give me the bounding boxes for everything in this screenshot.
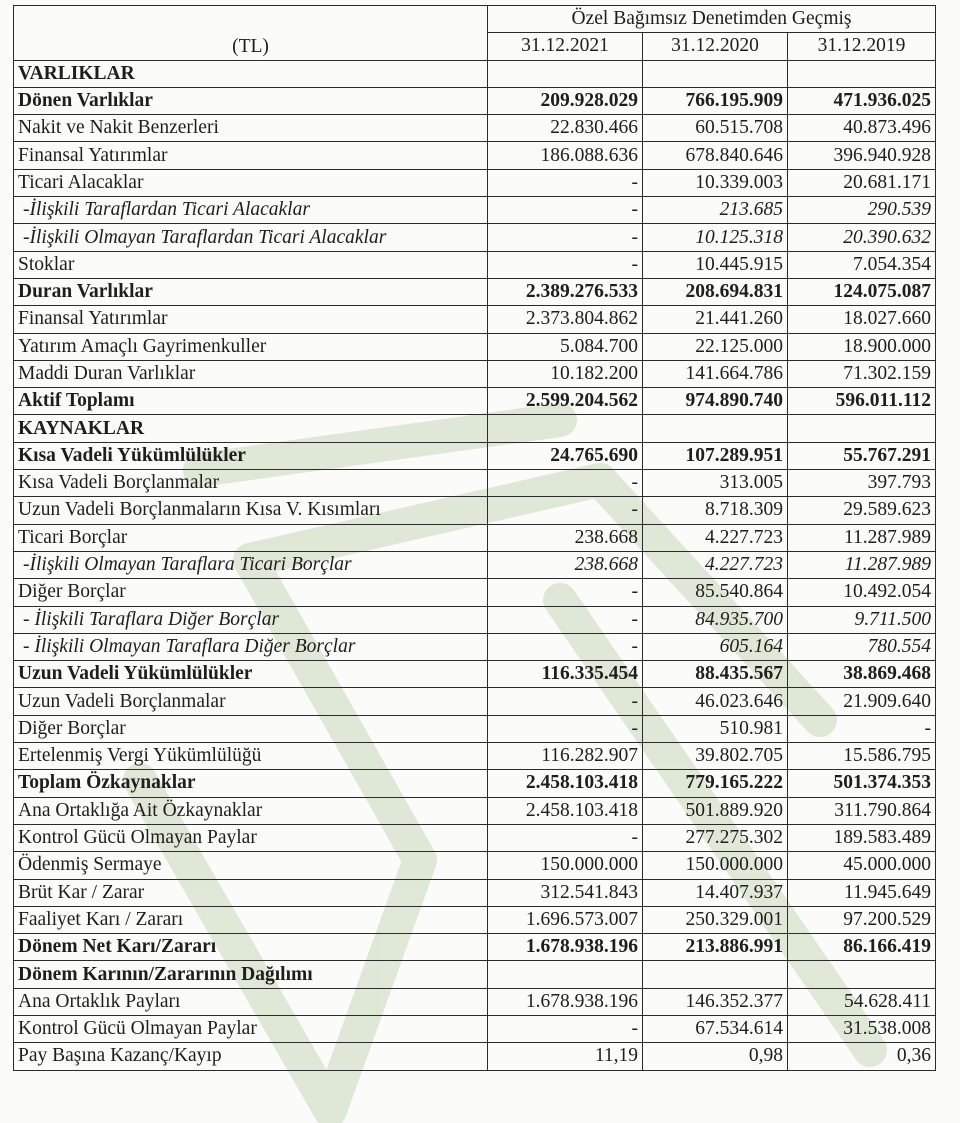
- value-cell-2019: 311.790.864: [788, 797, 936, 824]
- value-cell-2021: -: [488, 715, 643, 742]
- value-cell-2020: 141.664.786: [643, 360, 788, 387]
- table-row: [14, 606, 936, 633]
- table-row: [14, 60, 936, 87]
- value-cell-2021: -: [488, 251, 643, 278]
- value-cell-2021: [488, 961, 643, 988]
- table-row: [14, 988, 936, 1015]
- value-cell-2020: 213.886.991: [643, 934, 788, 961]
- value-cell-2021: -: [488, 688, 643, 715]
- table-row: [14, 688, 936, 715]
- value-cell-2020: [643, 60, 788, 87]
- value-cell-2019: 11.945.649: [788, 879, 936, 906]
- table-body: [14, 60, 936, 1070]
- value-cell-2019: 38.869.468: [788, 661, 936, 688]
- table-row: [14, 797, 936, 824]
- value-cell-2019: 124.075.087: [788, 278, 936, 305]
- value-cell-2019: 290.539: [788, 197, 936, 224]
- value-cell-2021: [488, 60, 643, 87]
- value-cell-2019: 471.936.025: [788, 87, 936, 114]
- value-cell-2019: 501.374.353: [788, 770, 936, 797]
- row-label: Kontrol Gücü Olmayan Paylar: [14, 824, 488, 851]
- date-header-2019: 31.12.2019: [788, 33, 936, 60]
- value-cell-2020: [643, 415, 788, 442]
- value-cell-2019: -: [788, 715, 936, 742]
- value-cell-2020: 779.165.222: [643, 770, 788, 797]
- value-cell-2020: 974.890.740: [643, 388, 788, 415]
- table-row: [14, 224, 936, 251]
- value-cell-2021: 11,19: [488, 1043, 643, 1070]
- value-cell-2020: 85.540.864: [643, 579, 788, 606]
- value-cell-2019: 45.000.000: [788, 852, 936, 879]
- value-cell-2021: 2.458.103.418: [488, 770, 643, 797]
- row-label: Finansal Yatırımlar: [14, 142, 488, 169]
- value-cell-2019: 596.011.112: [788, 388, 936, 415]
- table-row: [14, 470, 936, 497]
- value-cell-2021: 5.084.700: [488, 333, 643, 360]
- value-cell-2020: 4.227.723: [643, 551, 788, 578]
- value-cell-2021: 2.373.804.862: [488, 306, 643, 333]
- value-cell-2020: 10.125.318: [643, 224, 788, 251]
- row-label: KAYNAKLAR: [14, 415, 488, 442]
- table-row: [14, 770, 936, 797]
- value-cell-2021: 2.458.103.418: [488, 797, 643, 824]
- table-row: [14, 551, 936, 578]
- table-row: [14, 360, 936, 387]
- value-cell-2020: 21.441.260: [643, 306, 788, 333]
- row-label: -İlişkili Taraflardan Ticari Alacaklar: [14, 197, 488, 224]
- value-cell-2020: 39.802.705: [643, 743, 788, 770]
- table-row: [14, 415, 936, 442]
- table-row: [14, 715, 936, 742]
- value-cell-2019: 0,36: [788, 1043, 936, 1070]
- value-cell-2019: 397.793: [788, 470, 936, 497]
- row-label: Ödenmiş Sermaye: [14, 852, 488, 879]
- table-row: [14, 579, 936, 606]
- value-cell-2019: 780.554: [788, 633, 936, 660]
- value-cell-2019: 21.909.640: [788, 688, 936, 715]
- row-label: Nakit ve Nakit Benzerleri: [14, 115, 488, 142]
- value-cell-2020: 4.227.723: [643, 524, 788, 551]
- row-label: Yatırım Amaçlı Gayrimenkuller: [14, 333, 488, 360]
- row-label: Finansal Yatırımlar: [14, 306, 488, 333]
- row-label: Maddi Duran Varlıklar: [14, 360, 488, 387]
- row-label: Duran Varlıklar: [14, 278, 488, 305]
- value-cell-2021: -: [488, 1015, 643, 1042]
- value-cell-2019: 97.200.529: [788, 906, 936, 933]
- value-cell-2019: [788, 60, 936, 87]
- value-cell-2020: 678.840.646: [643, 142, 788, 169]
- value-cell-2019: 29.589.623: [788, 497, 936, 524]
- value-cell-2020: 107.289.951: [643, 442, 788, 469]
- row-label: Ertelenmiş Vergi Yükümlülüğü: [14, 743, 488, 770]
- value-cell-2021: -: [488, 824, 643, 851]
- row-label: Diğer Borçlar: [14, 715, 488, 742]
- value-cell-2021: 150.000.000: [488, 852, 643, 879]
- row-label: VARLIKLAR: [14, 60, 488, 87]
- value-cell-2020: 150.000.000: [643, 852, 788, 879]
- value-cell-2021: 238.668: [488, 524, 643, 551]
- date-header-2020: 31.12.2020: [643, 33, 788, 60]
- date-header-2021: 31.12.2021: [488, 33, 643, 60]
- value-cell-2021: -: [488, 633, 643, 660]
- value-cell-2021: -: [488, 497, 643, 524]
- table-row: [14, 824, 936, 851]
- table-row: [14, 661, 936, 688]
- value-cell-2020: 0,98: [643, 1043, 788, 1070]
- row-label: Ticari Borçlar: [14, 524, 488, 551]
- value-cell-2019: 55.767.291: [788, 442, 936, 469]
- row-label: Kısa Vadeli Yükümlülükler: [14, 442, 488, 469]
- value-cell-2020: 67.534.614: [643, 1015, 788, 1042]
- value-cell-2021: 1.696.573.007: [488, 906, 643, 933]
- value-cell-2019: 7.054.354: [788, 251, 936, 278]
- table-row: [14, 852, 936, 879]
- value-cell-2019: 54.628.411: [788, 988, 936, 1015]
- value-cell-2020: 84.935.700: [643, 606, 788, 633]
- value-cell-2021: 2.389.276.533: [488, 278, 643, 305]
- value-cell-2021: 209.928.029: [488, 87, 643, 114]
- table-row: [14, 442, 936, 469]
- value-cell-2020: 208.694.831: [643, 278, 788, 305]
- table-row: [14, 906, 936, 933]
- row-label: Ana Ortaklık Payları: [14, 988, 488, 1015]
- value-cell-2021: -: [488, 224, 643, 251]
- value-cell-2019: 15.586.795: [788, 743, 936, 770]
- value-cell-2020: 60.515.708: [643, 115, 788, 142]
- table-row: [14, 743, 936, 770]
- unit-label: (TL): [14, 6, 488, 61]
- value-cell-2020: 146.352.377: [643, 988, 788, 1015]
- value-cell-2021: 10.182.200: [488, 360, 643, 387]
- value-cell-2021: -: [488, 579, 643, 606]
- value-cell-2021: 116.335.454: [488, 661, 643, 688]
- value-cell-2020: 88.435.567: [643, 661, 788, 688]
- value-cell-2020: 14.407.937: [643, 879, 788, 906]
- value-cell-2021: [488, 415, 643, 442]
- table-row: [14, 278, 936, 305]
- table-row: [14, 87, 936, 114]
- table-row: [14, 497, 936, 524]
- row-label: Toplam Özkaynaklar: [14, 770, 488, 797]
- table-row: [14, 306, 936, 333]
- value-cell-2019: 71.302.159: [788, 360, 936, 387]
- value-cell-2020: 213.685: [643, 197, 788, 224]
- value-cell-2019: 10.492.054: [788, 579, 936, 606]
- value-cell-2021: 2.599.204.562: [488, 388, 643, 415]
- value-cell-2020: 277.275.302: [643, 824, 788, 851]
- value-cell-2020: 766.195.909: [643, 87, 788, 114]
- table-row: [14, 1015, 936, 1042]
- value-cell-2019: 189.583.489: [788, 824, 936, 851]
- value-cell-2019: 31.538.008: [788, 1015, 936, 1042]
- value-cell-2021: 186.088.636: [488, 142, 643, 169]
- row-label: Pay Başına Kazanç/Kayıp: [14, 1043, 488, 1070]
- table-row: [14, 879, 936, 906]
- value-cell-2020: 501.889.920: [643, 797, 788, 824]
- row-label: - İlişkili Olmayan Taraflara Diğer Borçlar: [14, 633, 488, 660]
- value-cell-2021: 238.668: [488, 551, 643, 578]
- row-label: Ana Ortaklığa Ait Özkaynaklar: [14, 797, 488, 824]
- row-label: Ticari Alacaklar: [14, 169, 488, 196]
- value-cell-2020: [643, 961, 788, 988]
- row-label: Uzun Vadeli Yükümlülükler: [14, 661, 488, 688]
- table-row: [14, 524, 936, 551]
- value-cell-2021: 116.282.907: [488, 743, 643, 770]
- value-cell-2019: 20.390.632: [788, 224, 936, 251]
- table-row: [14, 1043, 936, 1070]
- row-label: Faaliyet Karı / Zararı: [14, 906, 488, 933]
- value-cell-2019: 18.900.000: [788, 333, 936, 360]
- table-row: [14, 961, 936, 988]
- row-label: Kısa Vadeli Borçlanmalar: [14, 470, 488, 497]
- row-label: Kontrol Gücü Olmayan Paylar: [14, 1015, 488, 1042]
- value-cell-2021: -: [488, 606, 643, 633]
- value-cell-2021: 1.678.938.196: [488, 988, 643, 1015]
- table-row: [14, 142, 936, 169]
- row-label: Brüt Kar / Zarar: [14, 879, 488, 906]
- row-label: Diğer Borçlar: [14, 579, 488, 606]
- value-cell-2019: 11.287.989: [788, 524, 936, 551]
- value-cell-2021: -: [488, 197, 643, 224]
- value-cell-2019: [788, 961, 936, 988]
- value-cell-2020: 10.339.003: [643, 169, 788, 196]
- value-cell-2020: 22.125.000: [643, 333, 788, 360]
- row-label: Dönen Varlıklar: [14, 87, 488, 114]
- value-cell-2021: 24.765.690: [488, 442, 643, 469]
- value-cell-2020: 46.023.646: [643, 688, 788, 715]
- table-row: [14, 633, 936, 660]
- value-cell-2019: 396.940.928: [788, 142, 936, 169]
- value-cell-2020: 605.164: [643, 633, 788, 660]
- value-cell-2019: [788, 415, 936, 442]
- value-cell-2021: 22.830.466: [488, 115, 643, 142]
- value-cell-2020: 8.718.309: [643, 497, 788, 524]
- value-cell-2019: 40.873.496: [788, 115, 936, 142]
- financial-statement-table: [13, 5, 936, 1071]
- value-cell-2019: 9.711.500: [788, 606, 936, 633]
- value-cell-2019: 20.681.171: [788, 169, 936, 196]
- row-label: Uzun Vadeli Borçlanmalar: [14, 688, 488, 715]
- table-row: [14, 934, 936, 961]
- value-cell-2020: 10.445.915: [643, 251, 788, 278]
- table-row: [14, 388, 936, 415]
- row-label: Stoklar: [14, 251, 488, 278]
- audit-group-header: Özel Bağımsız Denetimden Geçmiş: [488, 6, 936, 33]
- row-label: - İlişkili Taraflara Diğer Borçlar: [14, 606, 488, 633]
- row-label: Aktif Toplamı: [14, 388, 488, 415]
- value-cell-2021: 312.541.843: [488, 879, 643, 906]
- value-cell-2021: -: [488, 470, 643, 497]
- value-cell-2019: 18.027.660: [788, 306, 936, 333]
- row-label: Dönem Net Karı/Zararı: [14, 934, 488, 961]
- row-label: Uzun Vadeli Borçlanmaların Kısa V. Kısımları: [14, 497, 488, 524]
- value-cell-2021: -: [488, 169, 643, 196]
- row-label: Dönem Karının/Zararının Dağılımı: [14, 961, 488, 988]
- table-row: [14, 169, 936, 196]
- value-cell-2020: 313.005: [643, 470, 788, 497]
- table-row: [14, 197, 936, 224]
- value-cell-2021: 1.678.938.196: [488, 934, 643, 961]
- value-cell-2020: 510.981: [643, 715, 788, 742]
- value-cell-2019: 86.166.419: [788, 934, 936, 961]
- table-row: [14, 251, 936, 278]
- value-cell-2019: 11.287.989: [788, 551, 936, 578]
- table-row: [14, 115, 936, 142]
- table-row: [14, 333, 936, 360]
- row-label: -İlişkili Olmayan Taraflara Ticari Borçlar: [14, 551, 488, 578]
- row-label: -İlişkili Olmayan Taraflardan Ticari Alacaklar: [14, 224, 488, 251]
- header-row-group: [14, 6, 936, 33]
- value-cell-2020: 250.329.001: [643, 906, 788, 933]
